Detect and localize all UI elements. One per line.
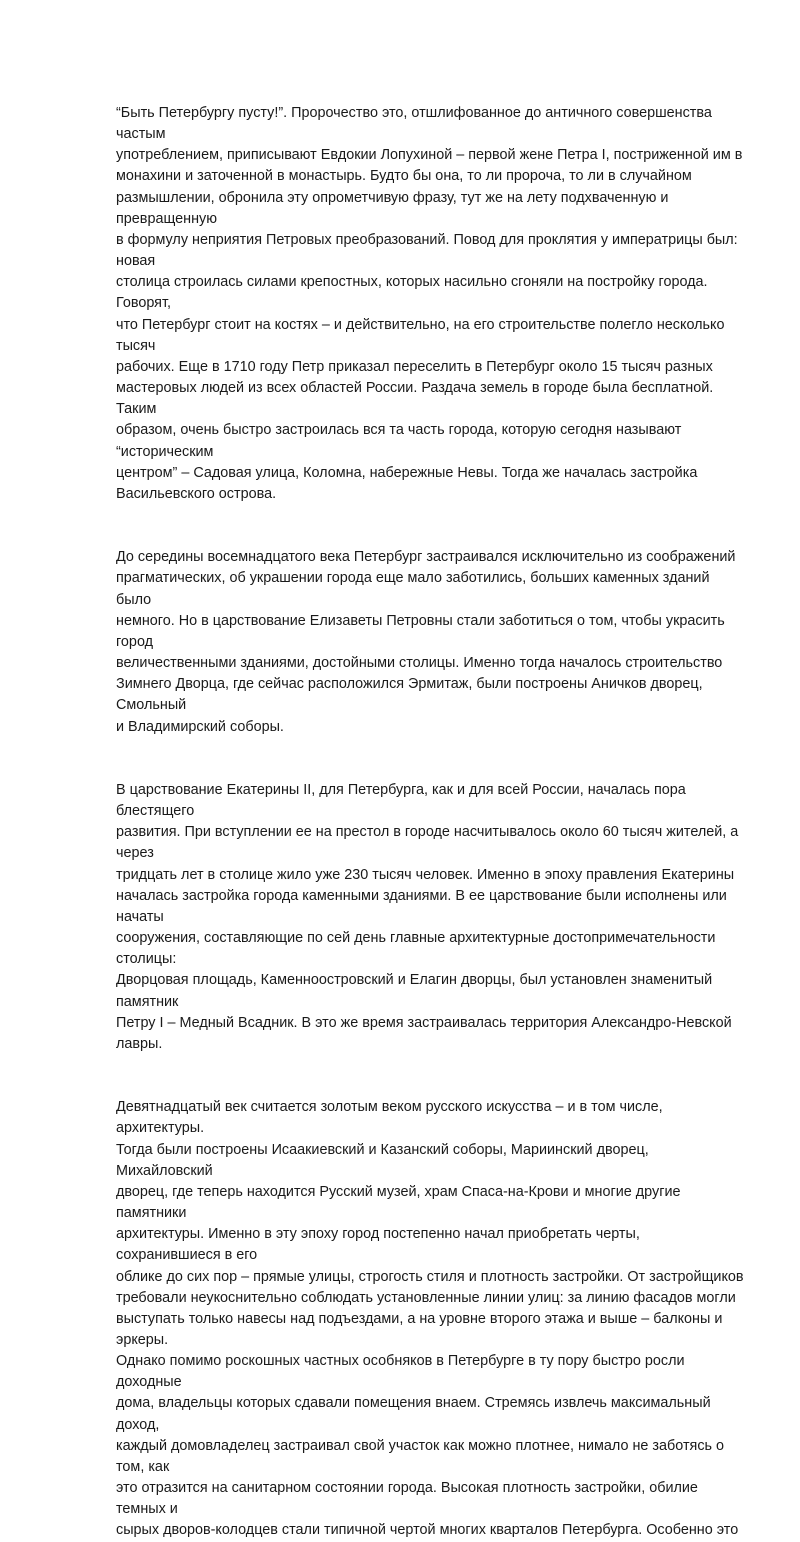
paragraph-nineteenth-century: Девятнадцатый век считается золотым веком русского искусства – и в том числе, архитектуры. Тогда были построены Исаакиевский и Казанский соборы, Мариинский дворец, Михайловский дворец, где теперь находится Русский музей, храм Спаса-на-Крови и многие другие памятники архитектуры. Именно в эту эпоху город постепенно начал приобретать черты, сохранившиеся в его облике до сих пор – прямые улицы, строгость стиля и плотность застройки. От застройщиков требовали неукоснительно соблюдать установленные линии улиц: за линию фасадов могли выступать только навесы над подъездами, а на уровне второго этажа и выше – балконы и эркеры. Однако помимо роскошных частных особняков в Петербурге в ту пору быстро росли доходные дома, владельцы которых сдавали помещения внаем. Стремясь извлечь максимальный доход, каждый домовладелец застраивал свой участок как можно плотнее, нимало не заботясь о том, как это отразится на санитарном состоянии города. Высокая плотность застройки, обилие темных и сырых дворов-колодцев стали типичной чертой многих кварталов Петербурга. Особенно это	[116, 1099, 744, 1539]
paragraph-catherine-era: В царствование Екатерины II, для Петербурга, как и для всей России, началась пора блестящего развития. При вступлении ее на престол в городе насчитывалось около 60 тысяч жителей, а через тридцать лет в столице жило уже 230 тысяч человек. Именно в эпоху правления Екатерины началась застройка города каменными зданиями. В ее царствование были исполнены или начаты сооружения, составляющие по сей день главные архитектурные достопримечательности столицы: Дворцовая площадь, Каменноостровский и Елагин дворцы, был установлен знаменитый памятник Петру I – Медный Всадник. В это же время застраивалась территория Александро-Невской лавры.	[116, 781, 739, 1052]
paragraph-elizabeth-era: До середины восемнадцатого века Петербург застраивался исключительно из соображений прагматических, об украшении города еще мало заботились, больших каменных зданий было немного. Но в царствование Елизаветы Петровны стали заботиться о том, чтобы украсить город величественными зданиями, достойными столицы. Именно тогда началось строительство Зимнего Дворца, где сейчас расположился Эрмитаж, были построены Аничков дворец, Смольный и Владимирский соборы.	[116, 549, 736, 735]
document-body	[116, 103, 746, 1542]
paragraph-founding: “Быть Петербургу пусту!”. Пророчество это, отшлифованное до античного совершенства частым употреблением, приписывают Евдокии Лопухиной – первой жене Петра I, постриженной им в монахини и заточенной в монастырь. Будто бы она, то ли пророча, то ли в случайном размышлении, обронила эту опрометчивую фразу, тут же на лету подхваченную и превращенную в формулу неприятия Петровых преобразований. Повод для проклятия у императрицы был: новая столица строилась силами крепостных, которых насильно сгоняли на постройку города. Говорят, что Петербург стоит на костях – и действительно, на его строительстве полегло несколько тысяч рабочих. Еще в 1710 году Петр приказал переселить в Петербург около 15 тысяч разных мастеровых людей из всех областей России. Раздача земель в городе была бесплатной. Таким образом, очень быстро застроилась вся та часть города, которую сегодня называют “историческим центром” – Садовая улица, Коломна, набережные Невы. Тогда же началась застройка Васильевского острова.	[116, 105, 743, 502]
